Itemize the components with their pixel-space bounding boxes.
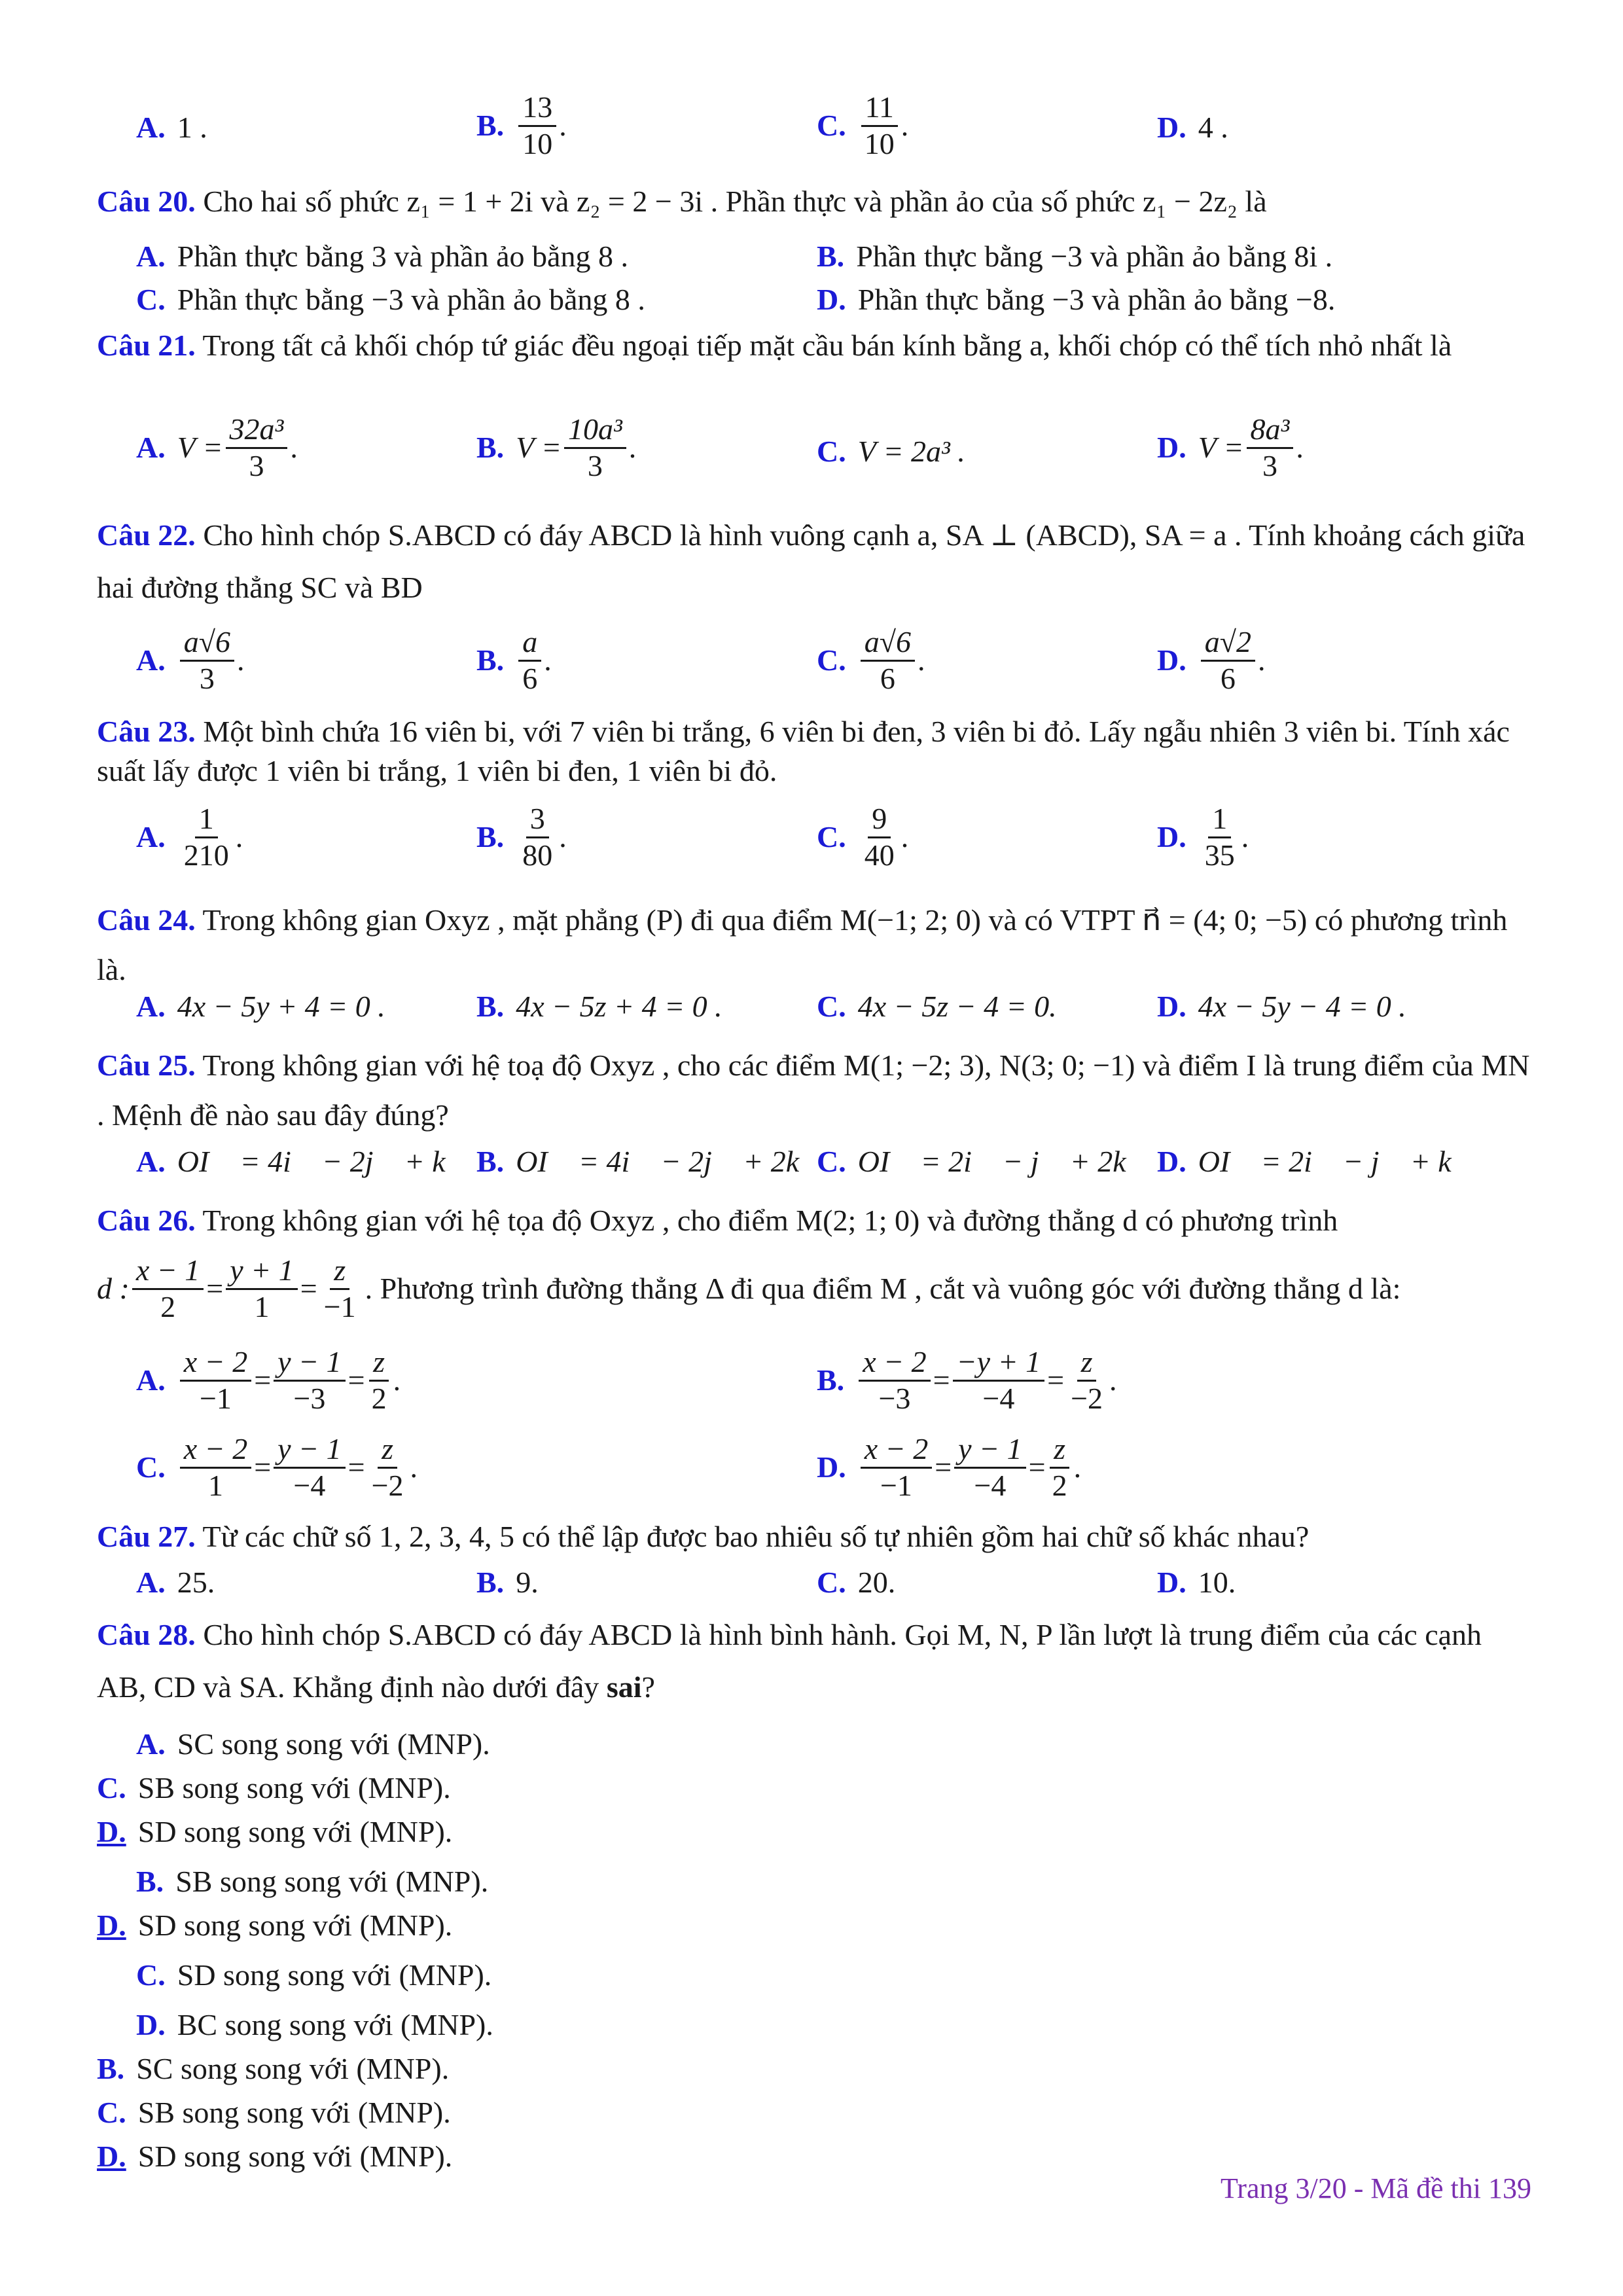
- q22-option-a[interactable]: A. $\frac{a√6}{3}$ .: [136, 625, 245, 695]
- q21-option-d[interactable]: D. V = $\frac{\text{8a³}}{3}$ .: [1157, 412, 1304, 482]
- q28-answer-2[interactable]: C. SB song song với (MNP).: [97, 1771, 451, 1804]
- q23-option-c[interactable]: C. $\frac{9}{40}$ .: [817, 802, 909, 872]
- q26-option-c[interactable]: C. $\frac{x - 2}{1}$ = $\frac{y - 1}{-4}$ = $\frac{z}{-2}$ .: [136, 1432, 418, 1502]
- q26-option-d[interactable]: D. $\frac{x - 2}{-1}$ = $\frac{y - 1}{-4}$ = $\frac{z}{2}$ .: [817, 1432, 1082, 1502]
- q23-stem: Câu 23. Một bình chứa 16 viên bi, với 7 viên bi trắng, 6 viên bi đen, 3 viên bi đỏ. Lấy ngẫu nhiên 3 viên bi. Tính xác suất lấy được 1 viên bi trắng, 1 viên bi đen, 1 viên bi đỏ.: [97, 715, 1510, 787]
- q24-option-c[interactable]: C. 4x − 5z − 4 = 0.: [817, 990, 1057, 1023]
- q28-answer-7[interactable]: D. BC song song với (MNP).: [136, 2008, 493, 2041]
- q19-option-b[interactable]: B. $\frac{13}{10}$ .: [476, 90, 567, 160]
- q28-stem: Câu 28. Cho hình chóp S.ABCD có đáy ABCD là hình bình hành. Gọi M, N, P lần lượt là trung điểm của các cạnh AB, CD và SA. Khẳng định nào dưới đây sai?: [97, 1618, 1482, 1704]
- q28-answer-1[interactable]: A. SC song song với (MNP).: [136, 1727, 490, 1761]
- q19-option-a[interactable]: A. 1 .: [136, 111, 207, 144]
- q21-option-c[interactable]: C. V = 2a³ .: [817, 435, 965, 468]
- q22-option-b[interactable]: B. $\frac{a}{6}$ .: [476, 625, 552, 695]
- q28-answer-5[interactable]: D. SD song song với (MNP).: [97, 1909, 453, 1942]
- q27-option-c[interactable]: C. 20.: [817, 1566, 896, 1599]
- q23-option-d[interactable]: D. $\frac{1}{35}$ .: [1157, 802, 1249, 872]
- q27-option-d[interactable]: D. 10.: [1157, 1566, 1236, 1599]
- q22-option-c[interactable]: C. $\frac{a√6}{6}$ .: [817, 625, 925, 695]
- q20-option-a[interactable]: A. Phần thực bằng 3 và phần ảo bằng 8 .: [136, 240, 628, 273]
- q25-stem: Câu 25. Trong không gian với hệ toạ độ Oxyz , cho các điểm M(1; −2; 3), N(3; 0; −1) và điểm I là trung điểm của MN . Mệnh đề nào sau đây đúng?: [97, 1049, 1530, 1132]
- q20-stem: Câu 20. Cho hai số phức z₁ = 1 + 2i và z₂ = 2 − 3i . Phần thực và phần ảo của số phức z₁ − 2z₂ là: [97, 185, 1267, 218]
- q26-option-a[interactable]: A. $\frac{x - 2}{-1}$ = $\frac{y - 1}{-3}$ = $\frac{z}{2}$ .: [136, 1345, 401, 1415]
- q28-answer-6[interactable]: C. SD song song với (MNP).: [136, 1958, 492, 1992]
- q19-option-c[interactable]: C. $\frac{11}{10}$ .: [817, 90, 909, 160]
- q27-option-a[interactable]: A. 25.: [136, 1566, 215, 1599]
- q24-option-b[interactable]: B. 4x − 5z + 4 = 0 .: [476, 990, 722, 1023]
- q26-option-b[interactable]: B. $\frac{x - 2}{-3}$ = $\frac{-y + 1}{-4}$ = $\frac{z}{-2}$ .: [817, 1345, 1117, 1415]
- q27-stem: Câu 27. Từ các chữ số 1, 2, 3, 4, 5 có thể lập được bao nhiêu số tự nhiên gồm hai chữ số khác nhau?: [97, 1520, 1310, 1553]
- q27-option-b[interactable]: B. 9.: [476, 1566, 539, 1599]
- q23-option-b[interactable]: B. $\frac{3}{80}$ .: [476, 802, 567, 872]
- q20-option-c[interactable]: C. Phần thực bằng −3 và phần ảo bằng 8 .: [136, 283, 645, 316]
- q25-option-d[interactable]: D. OI⃗ = 2i⃗ − j⃗ + k⃗: [1157, 1145, 1475, 1178]
- q22-stem: Câu 22. Cho hình chóp S.ABCD có đáy ABCD là hình vuông cạnh a, SA ⊥ (ABCD), SA = a . Tính khoảng cách giữa hai đường thẳng SC và BD: [97, 518, 1525, 604]
- q25-option-c[interactable]: C. OI⃗ = 2i⃗ − j⃗ + 2k⃗: [817, 1145, 1150, 1178]
- q23-option-a[interactable]: A. $\frac{1}{210}$ .: [136, 802, 243, 872]
- q21-stem: Câu 21. Trong tất cả khối chóp tứ giác đều ngoại tiếp mặt cầu bán kính bằng a, khối chóp có thể tích nhỏ nhất là: [97, 329, 1452, 362]
- q20-option-d[interactable]: D. Phần thực bằng −3 và phần ảo bằng −8.: [817, 283, 1336, 316]
- q28-answer-4[interactable]: B. SB song song với (MNP).: [136, 1865, 489, 1898]
- q28-answer-10[interactable]: D. SD song song với (MNP).: [97, 2140, 453, 2173]
- q28-answer-8[interactable]: B. SC song song với (MNP).: [97, 2052, 450, 2085]
- q24-stem: Câu 24. Trong không gian Oxyz , mặt phẳng (P) đi qua điểm M(−1; 2; 0) và có VTPT n⃗ = (4; 0; −5) có phương trình là.: [97, 903, 1508, 986]
- q21-option-b[interactable]: B. V = $\frac{\text{10a³}}{3}$ .: [476, 412, 637, 482]
- q20-option-b[interactable]: B. Phần thực bằng −3 và phần ảo bằng 8i .: [817, 240, 1333, 273]
- q25-option-a[interactable]: A. OI⃗ = 4i⃗ − 2j⃗ + k⃗: [136, 1145, 469, 1178]
- q22-option-d[interactable]: D. $\frac{a√2}{6}$ .: [1157, 625, 1266, 695]
- q28-answer-9[interactable]: C. SB song song với (MNP).: [97, 2096, 451, 2129]
- page-footer: Trang 3/20 - Mã đề thi 139: [1220, 2172, 1531, 2204]
- q25-option-b[interactable]: B. OI⃗ = 4i⃗ − 2j⃗ + 2k⃗: [476, 1145, 823, 1178]
- q24-option-d[interactable]: D. 4x − 5y − 4 = 0 .: [1157, 990, 1406, 1023]
- q28-answer-3[interactable]: D. SD song song với (MNP).: [97, 1815, 453, 1848]
- q19-c-fraction: $\frac{11}{10}$: [861, 90, 899, 162]
- q26-stem: Câu 26. Trong không gian với hệ tọa độ Oxyz , cho điểm M(2; 1; 0) và đường thẳng d có phương trình: [97, 1204, 1338, 1237]
- q26-equation: d : $\frac{x - 1}{2}$ = $\frac{y + 1}{1}$ = $\frac{z}{-1}$ . Phương trình đường thẳng Δ đi qua điểm M , cắt và vuông góc với đường thẳng d là:: [97, 1253, 1401, 1323]
- q21-option-a[interactable]: A. V = $\frac{\text{32a³}}{3}$ .: [136, 412, 298, 482]
- q24-option-a[interactable]: A. 4x − 5y + 4 = 0 .: [136, 990, 385, 1023]
- q19-option-d[interactable]: D. 4 .: [1157, 111, 1228, 144]
- q19-b-fraction: $\frac{13}{10}$: [518, 90, 556, 162]
